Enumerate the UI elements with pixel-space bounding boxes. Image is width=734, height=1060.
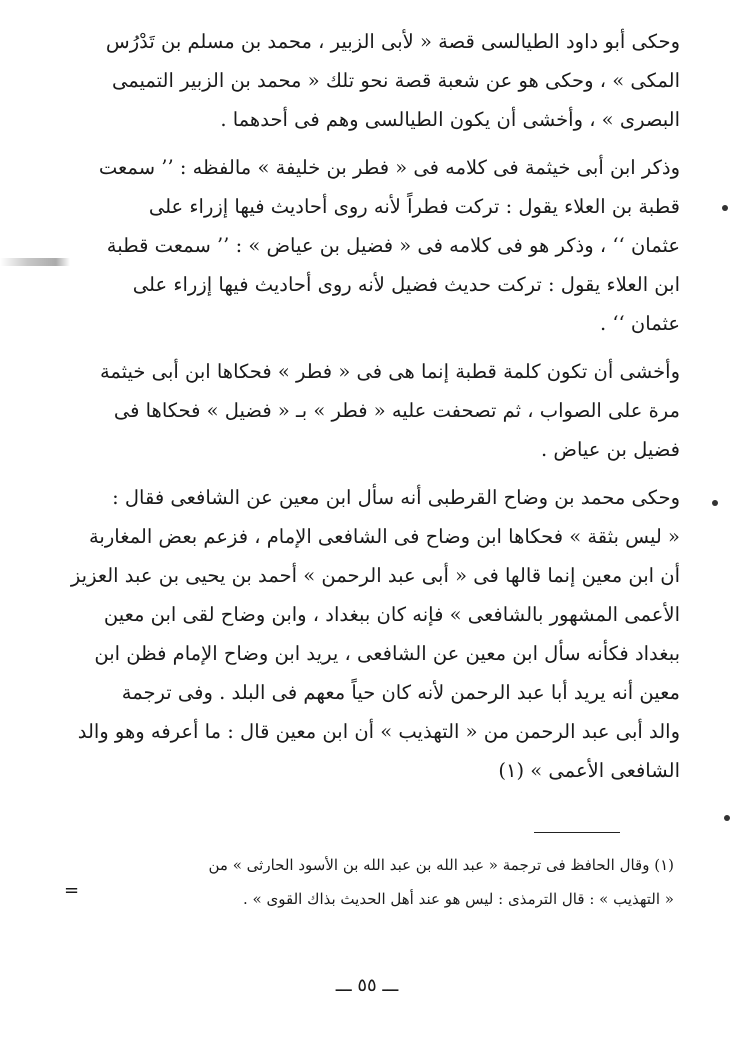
paragraph-4 [60,478,680,790]
scan-speck [712,500,718,506]
page-number: ـــ ٥٥ ـــ [335,975,399,996]
footnote-separator [534,832,620,833]
scan-smudge [0,258,70,266]
margin-mark: = [64,880,80,901]
text-line: البصرى » ، وأخشى أن يكون الطيالسى وهم فى أحدهما . [220,108,680,131]
scan-speck [724,815,730,821]
text-line: والد أبى عبد الرحمن من « التهذيب » أن ابن معين قال : ما أعرفه وهو والد [77,720,680,743]
text-line: وذكر ابن أبى خيثمة فى كلامه فى « فطر بن خليفة » مالفظه : ’’ سمعت [98,156,680,179]
text-line: معين أنه يريد أبا عبد الرحمن لأنه كان حياً معهم فى البلد . وفى ترجمة [121,681,680,704]
scan-speck [722,205,728,211]
footnote-line: « التهذيب » : قال الترمذى : ليس هو عند أهل الحديث بذاك القوى » . [243,890,674,908]
text-line: الشافعى الأعمى » (١) [498,759,680,782]
footnote-line: (١) وقال الحافظ فى ترجمة « عبد الله بن عبد الله بن الأسود الحارثى » من [208,856,674,874]
footnotes [54,848,674,916]
text-line: مرة على الصواب ، ثم تصحفت عليه « فطر » بـ « فضيل » فحكاها فى [113,399,680,422]
paragraph-1 [60,22,680,139]
paragraph-3 [60,352,680,469]
text-line: عثمان ‘‘ . [599,312,680,335]
text-line: وحكى محمد بن وضاح القرطبى أنه سأل ابن معين عن الشافعى فقال : [112,486,680,509]
text-line: الأعمى المشهور بالشافعى » فإنه كان ببغداد ، وابن وضاح لقى ابن معين [103,603,680,626]
book-page [60,22,680,799]
text-line: ببغداد فكأنه سأل ابن معين عن الشافعى ، يريد ابن وضاح الإمام فظن ابن [94,642,680,665]
text-line: وأخشى أن تكون كلمة قطبة إنما هى فى « فطر » فحكاها ابن أبى خيثمة [99,360,680,383]
text-line: « ليس بثقة » فحكاها ابن وضاح فى الشافعى الإمام ، فزعم بعض المغاربة [88,525,680,548]
text-line: عثمان ‘‘ ، وذكر هو فى كلامه فى « فضيل بن عياض » : ’’ سمعت قطبة [106,234,680,257]
text-line: فضيل بن عياض . [541,438,680,461]
text-line: المكى » ، وحكى هو عن شعبة قصة نحو تلك « محمد بن الزبير التميمى [111,69,680,92]
text-line: وحكى أبو داود الطيالسى قصة « لأبى الزبير ، محمد بن مسلم بن تَدْرُس [105,30,680,53]
paragraph-2 [60,148,680,343]
text-line: قطبة بن العلاء يقول : تركت فطراً لأنه روى أحاديث فيها إزراء على [148,195,680,218]
text-line: ابن العلاء يقول : تركت حديث فضيل لأنه روى أحاديث فيها إزراء على [132,273,680,296]
text-line: أن ابن معين إنما قالها فى « أبى عبد الرحمن » أحمد بن يحيى بن عبد العزيز [70,564,680,587]
